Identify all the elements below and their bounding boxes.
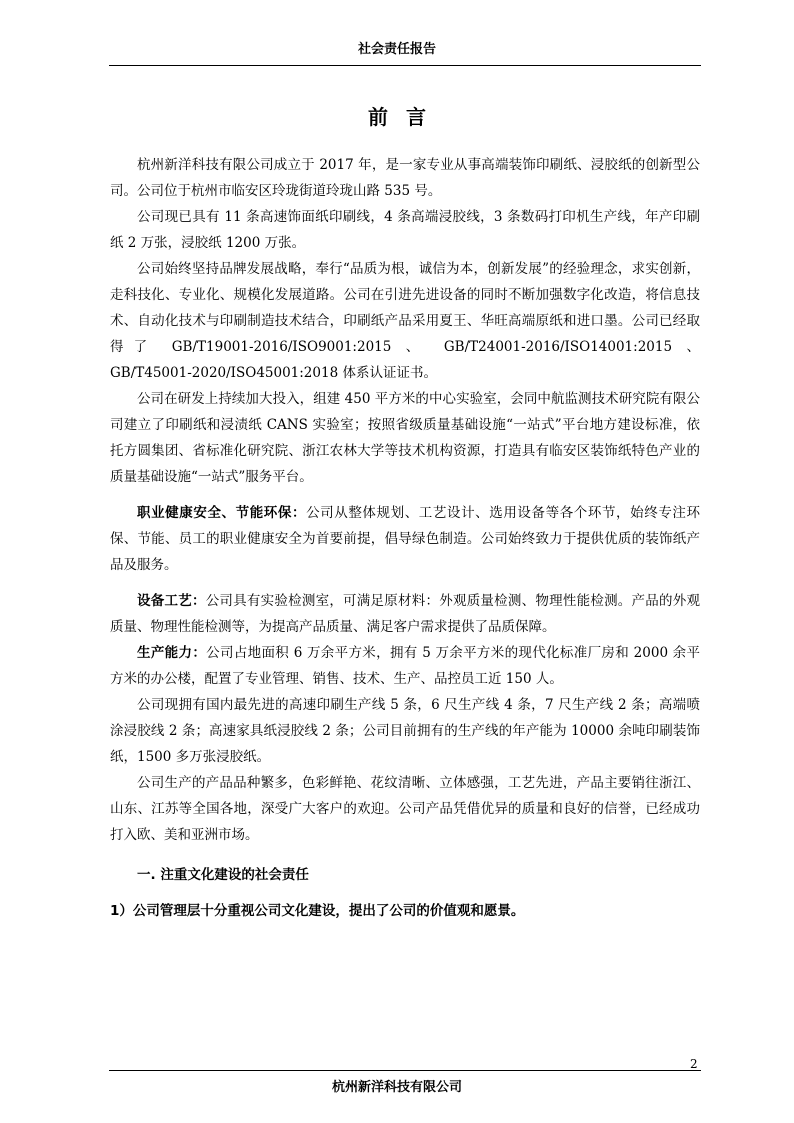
- intro-paragraph-strategy: 公司始终坚持品牌发展战略，奉行“品质为根，诚信为本，创新发展”的经验理念，求实创新，走科技化、专业化、规模化发展道路。公司在引进先进设备的同时不断加强数字化改造，将信息技术、自动化技术与印刷制造技术结合，印刷纸产品采用夏王、华旺高端原纸和进口墨。公司已经取得了 GB/T19001-2016/ISO9001:2015 、 GB/T24001-2016/ISO14001:2015 、GB/T45001-2020/ISO45001:2018 体系认证证书。: [110, 261, 700, 381]
- intro-paragraph-company: 杭州新洋科技有限公司成立于 2017 年，是一家专业从事高端装饰印刷纸、浸胶纸的创新型公司。公司位于杭州市临安区玲珑街道玲珑山路 535 号。: [110, 157, 700, 199]
- footer-divider: [109, 1070, 701, 1071]
- heading-culture: 一. 注重文化建设的社会责任: [137, 867, 309, 883]
- header-divider: [109, 65, 701, 66]
- paragraph-products-market: 公司生产的产品品种繁多，色彩鲜艳、花纹清晰、立体感强，工艺先进，产品主要销往浙江、山东、江苏等全国各地，深受广大客户的欢迎。公司产品凭借优异的质量和良好的信誉，已经成功打入欧、美和亚洲市场。: [110, 775, 700, 843]
- page-header-title: 社会责任报告: [357, 42, 436, 57]
- section-text: 公司从整体规划、工艺设计、选用设备等各个环节，始终专注环保、节能、员工的职业健康安全为首要前提，倡导绿色制造。公司始终致力于提供优质的装饰纸产品及服务。: [110, 505, 701, 573]
- document-body: [110, 152, 700, 924]
- page-footer-title: 杭州新洋科技有限公司: [331, 1080, 462, 1095]
- intro-paragraph-rnd: 公司在研发上持续加大投入，组建 450 平方米的中心实验室，会同中航监测技术研究院有限公司建立了印刷纸和浸渍纸 CANS 实验室；按照省级质量基础设施“一站式”平台地方建设标准，依托方圆集团、省标准化研究院、浙江农林大学等技术机构资源，打造具有临安区装饰纸特色产业的质量基础设施“一站式”服务平台。: [110, 391, 700, 485]
- section-lead: 职业健康安全、节能环保：: [137, 505, 307, 521]
- section-text: 公司具有实验检测室，可满足原材料：外观质量检测、物理性能检测。产品的外观质量、物理性能检测等，为提高产品质量、满足客户需求提供了品质保障。: [110, 593, 700, 635]
- document-title: 前言: [368, 105, 444, 129]
- section-production: [110, 640, 700, 692]
- paragraph-production-lines: 公司现拥有国内最先进的高速印刷生产线 5 条，6 尺生产线 4 条，7 尺生产线 2 条；高端喷涂浸胶线 2 条；高速家具纸浸胶线 2 条；公司目前拥有的生产线的年产能为 10000 余吨印刷装饰纸，1500 多万张浸胶纸。: [110, 697, 700, 765]
- section-lead: 生产能力：: [137, 645, 207, 661]
- intro-paragraph-capacity: 公司现已具有 11 条高速饰面纸印刷线，4 条高端浸胶线，3 条数码打印机生产线，年产印刷纸 2 万张，浸胶纸 1200 万张。: [110, 209, 700, 251]
- section-text: 公司占地面积 6 万余平方米，拥有 5 万余平方米的现代化标准厂房和 2000 余平方米的办公楼，配置了专业管理、销售、技术、生产、品控员工近 150 人。: [110, 645, 700, 687]
- subheading-values: 1）公司管理层十分重视公司文化建设，提出了公司的价值观和愿景。: [110, 903, 525, 919]
- section-equipment: [110, 588, 700, 640]
- page-number: 2: [690, 1057, 698, 1071]
- section-lead: 设备工艺：: [137, 593, 206, 609]
- section-health-safety: [110, 500, 700, 578]
